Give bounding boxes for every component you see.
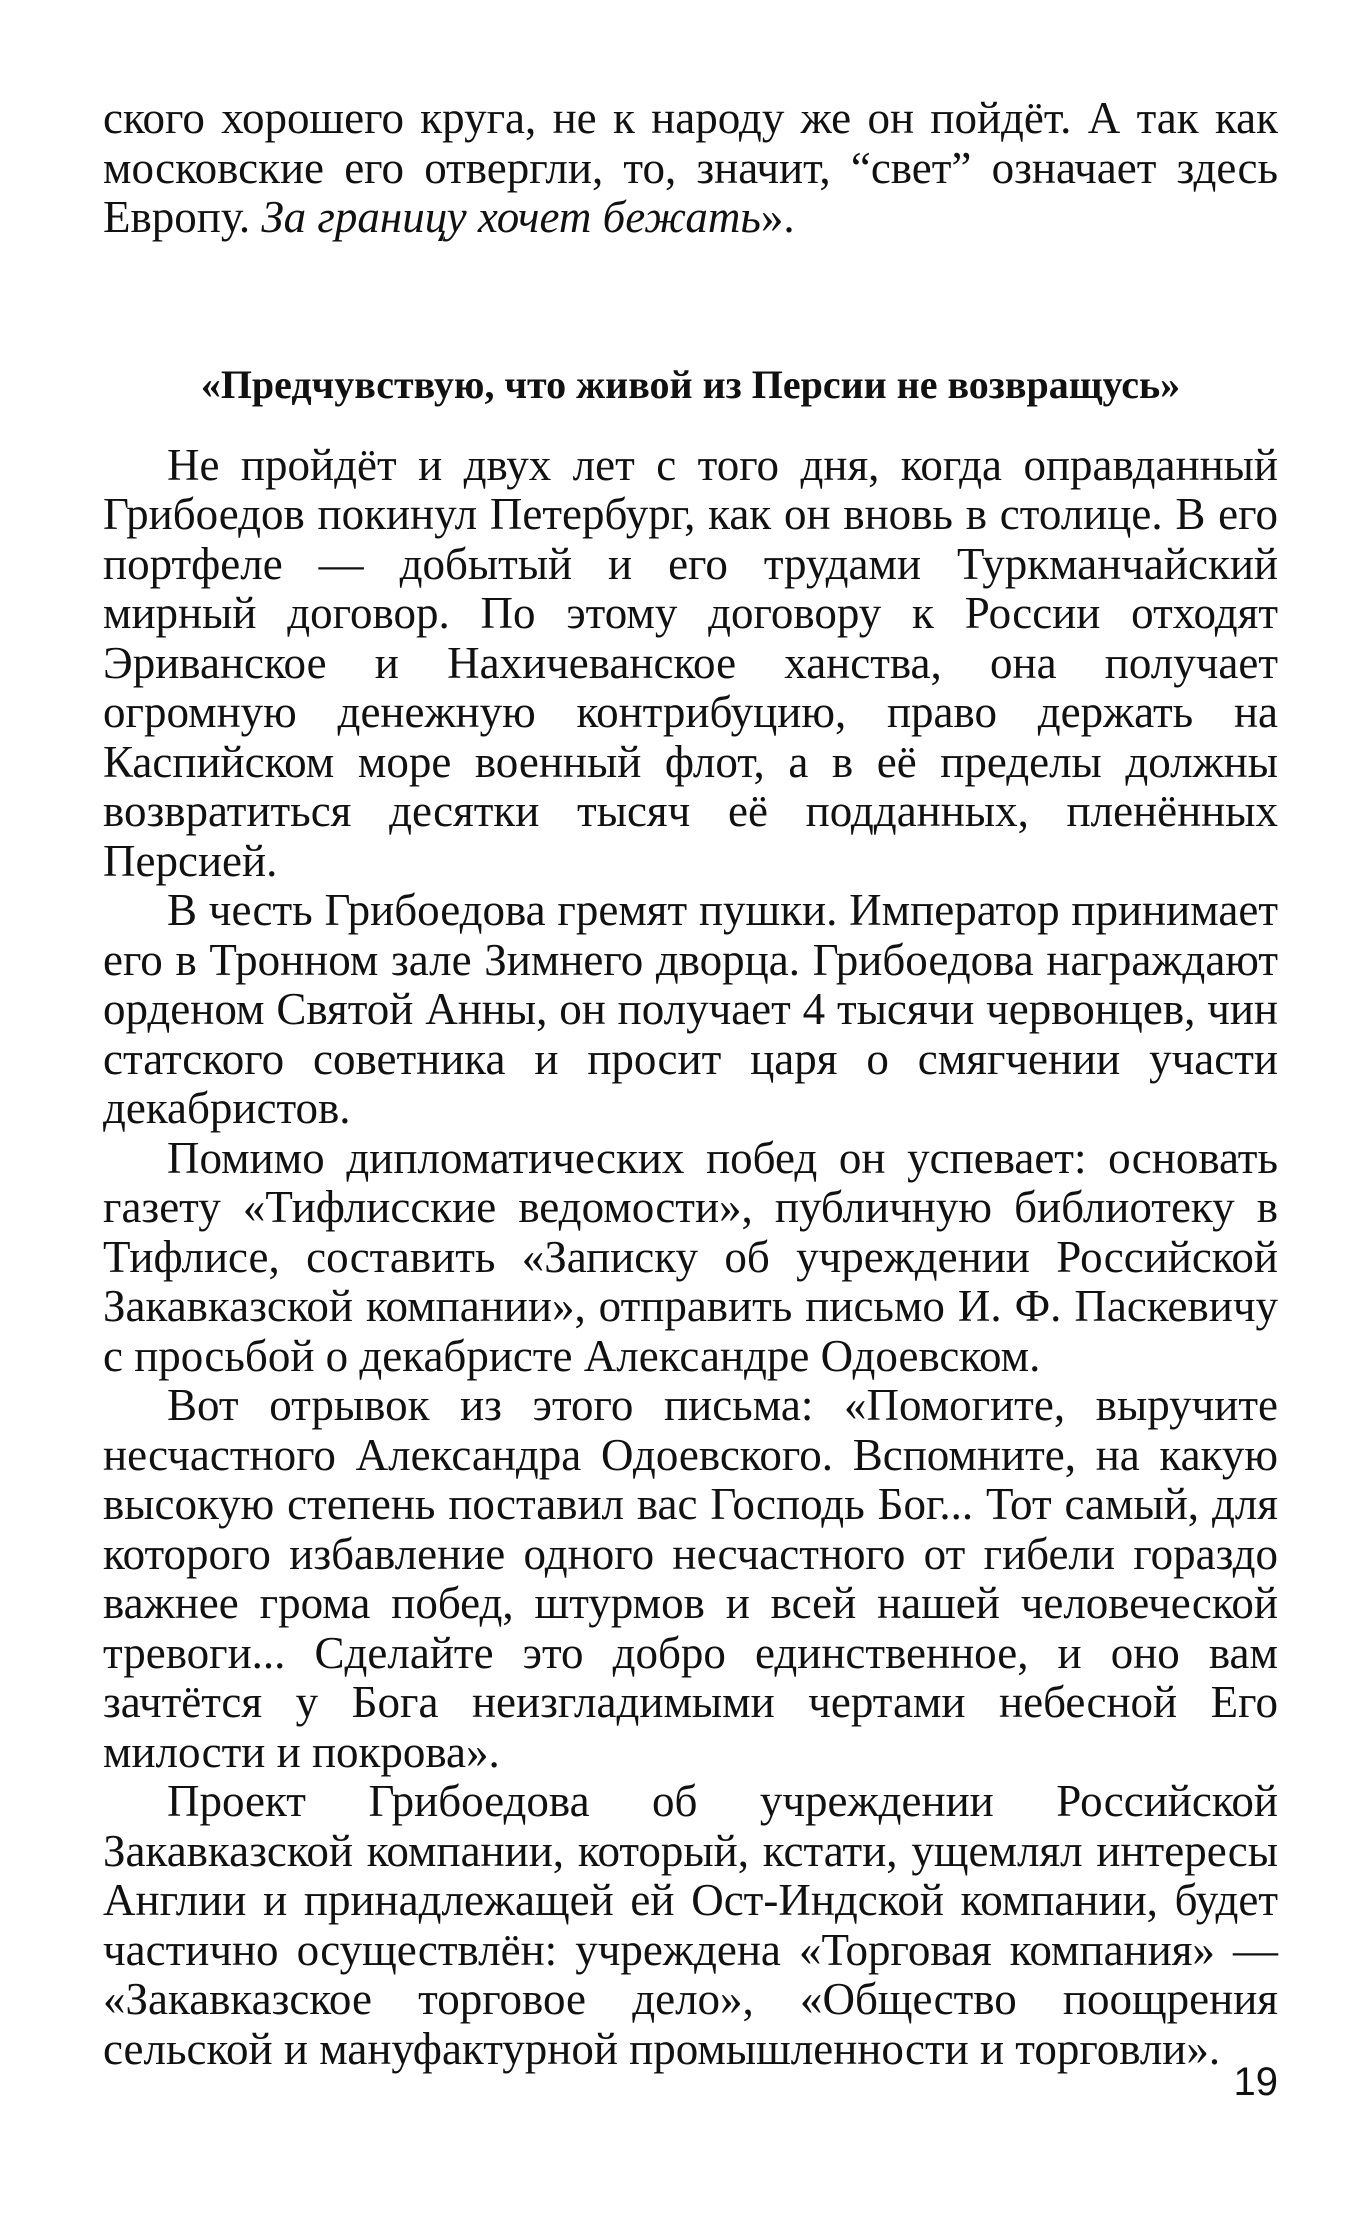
intro-paragraph	[103, 94, 1278, 243]
paragraph-company-project: Проект Грибоедова об учреждении Российской Закавказской компании, который, кстати, ущемлял интересы Англии и принадлежащей ей Ост-Индской компании, будет частично осуществлён: учреждена «Торговая компания» — «Закавказское торговое дело», «Общество поощрения сельской и мануфактурной промышленности и торговли».	[103, 1776, 1278, 2074]
paragraph-honors: В честь Грибоедова гремят пушки. Император принимает его в Тронном зале Зимнего дворца. Грибоедова награждают орденом Святой Анны, он получает 4 тысячи червонцев, чин статского советника и просит царя о смягчении участи декабристов.	[103, 885, 1278, 1133]
page-body	[103, 94, 1278, 2074]
page-number: 19	[1233, 2060, 1278, 2104]
paragraph-treaty: Не пройдёт и двух лет с того дня, когда оправданный Грибоедов покинул Петербург, как он вновь в столице. В его портфеле — добытый и его трудами Туркманчайский мирный договор. По этому договору к России отходят Эриванское и Нахичеванское ханства, она получает огромную денежную контрибуцию, право держать на Каспийском море военный флот, а в её пределы должны возвратиться десятки тысяч её подданных, пленённых Персией.	[103, 439, 1278, 886]
intro-tail: ».	[760, 192, 795, 242]
paragraph-achievements: Помимо дипломатических побед он успевает: основать газету «Тифлисские ведомости», публичную библиотеку в Тифлисе, составить «Записку об учреждении Российской Закавказской компании», отправить письмо И. Ф. Паскевичу с просьбой о декабристе Александре Одоевском.	[103, 1132, 1278, 1381]
intro-text: ского хорошего круга, не к народу же он пойдёт. А так как московские его отвергли, то, значит, “свет” означает здесь Европу.	[103, 93, 1278, 242]
section-heading: «Предчувствую, что живой из Персии не возвращусь»	[200, 361, 1181, 407]
intro-italic-phrase: За границу хочет бежать	[261, 192, 761, 242]
paragraph-letter-quote: Вот отрывок из этого письма: «Помогите, выручите несчастного Александра Одоевского. Вспомните, на какую высокую степень поставил вас Господь Бог... Тот самый, для которого избавление одного несчастного от гибели гораздо важнее грома побед, штурмов и всей нашей человеческой тревоги... Сделайте это добро единственное, и оно вам зачтётся у Бога неизгладимыми чертами небесной Его милости и покрова».	[103, 1380, 1278, 1777]
